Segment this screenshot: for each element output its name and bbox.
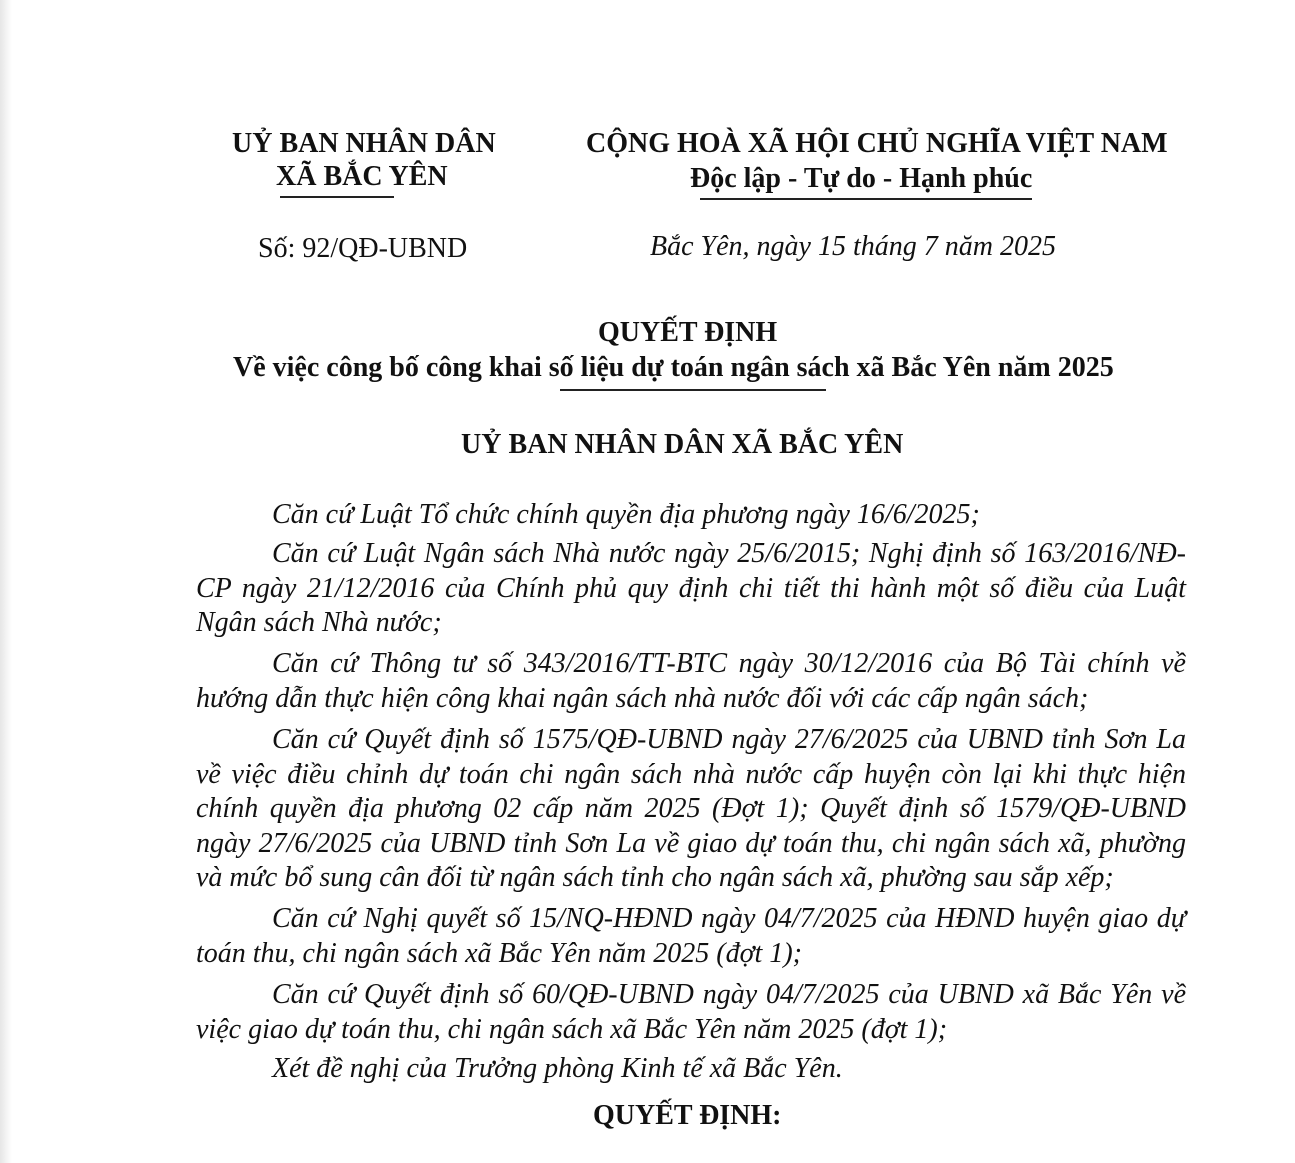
legal-basis-2: Căn cứ Luật Ngân sách Nhà nước ngày 25/6/2015; Nghị định số 163/2016/NĐ-CP ngày 21/12/2016 của Chính phủ quy định chi tiết thi hành một số điều của Luật Ngân sách Nhà nước;	[196, 538, 1186, 638]
issuing-authority: UỶ BAN NHÂN DÂN XÃ BẮC YÊN	[461, 429, 904, 460]
decides-heading: QUYẾT ĐỊNH:	[593, 1100, 782, 1131]
national-motto: Độc lập - Tự do - Hạnh phúc	[690, 163, 1033, 194]
agency-name: UỶ BAN NHÂN DÂN	[232, 128, 496, 159]
legal-basis-1: Căn cứ Luật Tổ chức chính quyền địa phương ngày 16/6/2025;	[272, 499, 980, 530]
subject-underline	[560, 389, 826, 391]
decision-subject: Về việc công bố công khai số liệu dự toán ngân sách xã Bắc Yên năm 2025	[233, 352, 1114, 383]
legal-basis-3: Căn cứ Thông tư số 343/2016/TT-BTC ngày 30/12/2016 của Bộ Tài chính về hướng dẫn thực hiện công khai ngân sách nhà nước đối với các cấp ngân sách;	[196, 648, 1186, 714]
proposal-note: Xét đề nghị của Trưởng phòng Kinh tế xã Bắc Yên.	[272, 1053, 843, 1084]
decision-title: QUYẾT ĐỊNH	[598, 317, 778, 348]
legal-basis-4: Căn cứ Quyết định số 1575/QĐ-UBND ngày 27/6/2025 của UBND tỉnh Sơn La về việc điều chỉnh dự toán chi ngân sách nhà nước cấp huyện còn lại khi thực hiện chính quyền địa phương 02 cấp năm 2025 (Đợt 1); Quyết định số 1579/QĐ-UBND ngày 27/6/2025 của UBND tỉnh Sơn La về giao dự toán thu, chi ngân sách xã, phường và mức bổ sung cân đối từ ngân sách tỉnh cho ngân sách xã, phường sau sắp xếp;	[196, 724, 1186, 893]
agency-underline	[280, 196, 394, 198]
legal-basis-5: Căn cứ Nghị quyết số 15/NQ-HĐND ngày 04/7/2025 của HĐND huyện giao dự toán thu, chi ngân sách xã Bắc Yên năm 2025 (đợt 1);	[196, 903, 1186, 969]
place-and-date: Bắc Yên, ngày 15 tháng 7 năm 2025	[650, 231, 1056, 262]
document-number: Số: 92/QĐ-UBND	[258, 233, 468, 264]
page-edge-shadow	[0, 0, 12, 1163]
agency-commune: XÃ BẮC YÊN	[276, 161, 448, 192]
national-title: CỘNG HOÀ XÃ HỘI CHỦ NGHĨA VIỆT NAM	[586, 128, 1168, 159]
legal-basis-6: Căn cứ Quyết định số 60/QĐ-UBND ngày 04/7/2025 của UBND xã Bắc Yên về việc giao dự toán thu, chi ngân sách xã Bắc Yên năm 2025 (đợt 1);	[196, 979, 1186, 1045]
motto-underline	[700, 198, 1032, 200]
